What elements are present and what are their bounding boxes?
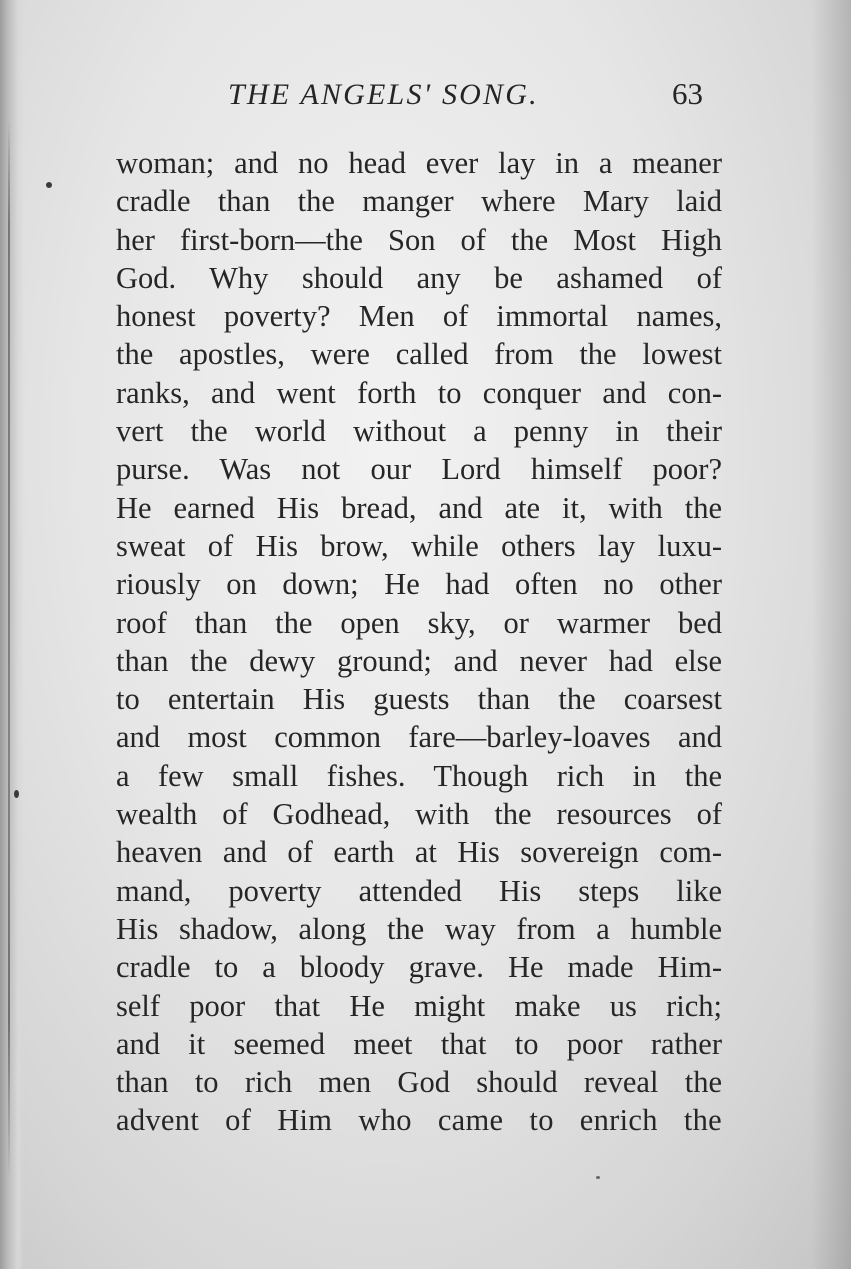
text-line: to entertain His guests than the coarsest bbox=[116, 682, 722, 717]
paper-speck bbox=[14, 790, 19, 798]
text-line: than to rich men God should reveal the bbox=[116, 1065, 722, 1100]
paper-speck bbox=[46, 182, 52, 188]
paper-speck bbox=[596, 1176, 600, 1179]
text-line: and most common fare—barley-loaves and bbox=[116, 720, 722, 755]
body-text bbox=[116, 144, 722, 1140]
text-line: wealth of Godhead, with the resources of bbox=[116, 797, 722, 832]
text-line: advent of Him who came to enrich the bbox=[116, 1103, 722, 1138]
text-line: and it seemed meet that to poor rather bbox=[116, 1026, 722, 1061]
text-line: cradle than the manger where Mary laid bbox=[116, 184, 722, 219]
text-line: His shadow, along the way from a humble bbox=[116, 911, 722, 946]
text-line: God. Why should any be ashamed of bbox=[116, 260, 722, 295]
text-line: roof than the open sky, or warmer bed bbox=[116, 605, 722, 640]
text-line: self poor that He might make us rich; bbox=[116, 988, 722, 1023]
text-line: a few small fishes. Though rich in the bbox=[116, 758, 722, 793]
binding-line bbox=[8, 120, 10, 1180]
text-line: heaven and of earth at His sovereign com- bbox=[116, 835, 722, 870]
text-line: vert the world without a penny in their bbox=[116, 414, 722, 449]
text-line: woman; and no head ever lay in a meaner bbox=[116, 146, 722, 180]
text-line: mand, poverty attended His steps like bbox=[116, 873, 722, 908]
text-line: the apostles, were called from the lowest bbox=[116, 337, 722, 372]
text-line: riously on down; He had often no other bbox=[116, 567, 722, 602]
text-line: sweat of His brow, while others lay luxu- bbox=[116, 528, 722, 563]
text-line: cradle to a bloody grave. He made Him- bbox=[116, 950, 722, 985]
text-line: her first-born—the Son of the Most High bbox=[116, 222, 722, 257]
binding-edge bbox=[0, 0, 24, 1269]
page-number: 63 bbox=[672, 76, 703, 111]
text-line: than the dewy ground; and never had else bbox=[116, 643, 722, 678]
page-edge-shadow bbox=[811, 0, 851, 1269]
text-line: He earned His bread, and ate it, with the bbox=[116, 490, 722, 525]
running-title: THE ANGELS' SONG. bbox=[228, 78, 539, 111]
text-line: honest poverty? Men of immortal names, bbox=[116, 299, 722, 334]
text-line: ranks, and went forth to conquer and con- bbox=[116, 375, 722, 410]
text-line: purse. Was not our Lord himself poor? bbox=[116, 452, 722, 487]
